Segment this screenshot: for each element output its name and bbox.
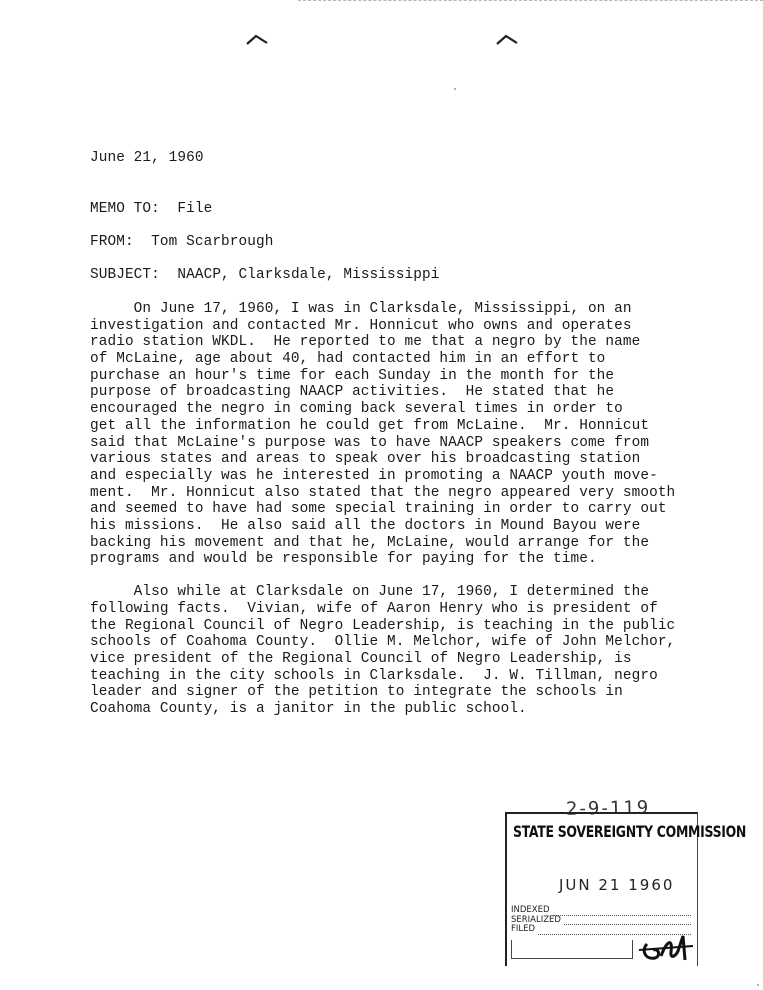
- paragraph-line: Also while at Clarksdale on June 17, 1960, I determined the: [90, 584, 650, 601]
- stamp-field-label: INDEXED: [511, 905, 550, 915]
- paragraph-line: get all the information he could get from McLaine. Mr. Honnicut: [90, 417, 650, 434]
- speck: [757, 984, 759, 986]
- punch-hole-mark-left: [246, 34, 266, 46]
- memo-to-line: [90, 201, 710, 218]
- from-value: Tom Scarbrough: [151, 234, 274, 251]
- paragraph-line: various states and areas to speak over his broadcasting station: [90, 451, 641, 468]
- paragraph-line: and especially was he interested in promoting a NAACP youth move-: [90, 467, 658, 484]
- paragraph-line: his missions. He also said all the doctors in Mound Bayou were: [90, 518, 641, 535]
- paragraph-radio-station: [90, 301, 710, 568]
- speck: [454, 88, 456, 90]
- paragraph-line: ment. Mr. Honnicut also stated that the negro appeared very smooth: [90, 484, 676, 501]
- subject-line: [90, 267, 710, 284]
- stamp-title: STATE SOVEREIGNTY COMMISSION: [513, 822, 747, 841]
- stamp-date: JUN 21 1960: [559, 876, 675, 894]
- memo-date: June 21, 1960: [90, 150, 204, 166]
- paragraph-line: investigation and contacted Mr. Honnicut who owns and operates: [90, 317, 632, 334]
- from-line: [90, 234, 710, 251]
- stamp-field-label: FILED: [511, 924, 536, 934]
- initials-scrawl-icon: [637, 930, 695, 969]
- paragraph-facts: [90, 584, 710, 718]
- paragraph-line: of McLaine, age about 40, had contacted him in an effort to: [90, 350, 606, 367]
- from-label: FROM:: [90, 234, 134, 251]
- paragraph-line: encouraged the negro in coming back several times in order to: [90, 401, 623, 418]
- handwritten-file-number: 2-9-119: [565, 797, 651, 820]
- paragraph-line: programs and would be responsible for paying for the time.: [90, 551, 597, 568]
- paragraph-line: said that McLaine's purpose was to have NAACP speakers come from: [90, 434, 650, 451]
- paragraph-line: radio station WKDL. He reported to me that a negro by the name: [90, 334, 641, 351]
- subject-value: NAACP, Clarksdale, Mississippi: [177, 267, 440, 284]
- paragraph-line: following facts. Vivian, wife of Aaron Henry who is president of: [90, 600, 658, 617]
- paragraph-line: leader and signer of the petition to integrate the schools in: [90, 684, 623, 701]
- stamp-box: [511, 940, 633, 959]
- punch-hole-mark-right: [496, 34, 516, 46]
- stamp-field-serialized: [511, 916, 691, 926]
- memo-to-value: File: [177, 200, 213, 217]
- paragraph-line: purchase an hour's time for each Sunday in the month for the: [90, 367, 615, 384]
- paragraph-line: backing his movement and that he, McLaine, would arrange for the: [90, 534, 650, 551]
- paragraph-line: On June 17, 1960, I was in Clarksdale, Mississippi, on an: [90, 300, 632, 317]
- paragraph-line: vice president of the Regional Council of Negro Leadership, is: [90, 650, 632, 667]
- memo-to-label: MEMO TO:: [90, 200, 160, 217]
- memo-body: [90, 150, 710, 734]
- scan-edge-dashes: [298, 0, 763, 3]
- stamp-field-label: SERIALIZED: [511, 914, 561, 925]
- paragraph-line: schools of Coahoma County. Ollie M. Melchor, wife of John Melchor,: [90, 634, 676, 651]
- paragraph-line: and seemed to have had some special training in order to carry out: [90, 501, 667, 518]
- subject-label: SUBJECT:: [90, 267, 160, 284]
- paragraph-line: Coahoma County, is a janitor in the public school.: [90, 701, 527, 718]
- paragraph-line: the Regional Council of Negro Leadership, is teaching in the public: [90, 617, 676, 634]
- paragraph-line: purpose of broadcasting NAACP activities. He stated that he: [90, 384, 615, 401]
- paragraph-line: teaching in the city schools in Clarksdale. J. W. Tillman, negro: [90, 667, 658, 684]
- commission-stamp: [505, 812, 747, 966]
